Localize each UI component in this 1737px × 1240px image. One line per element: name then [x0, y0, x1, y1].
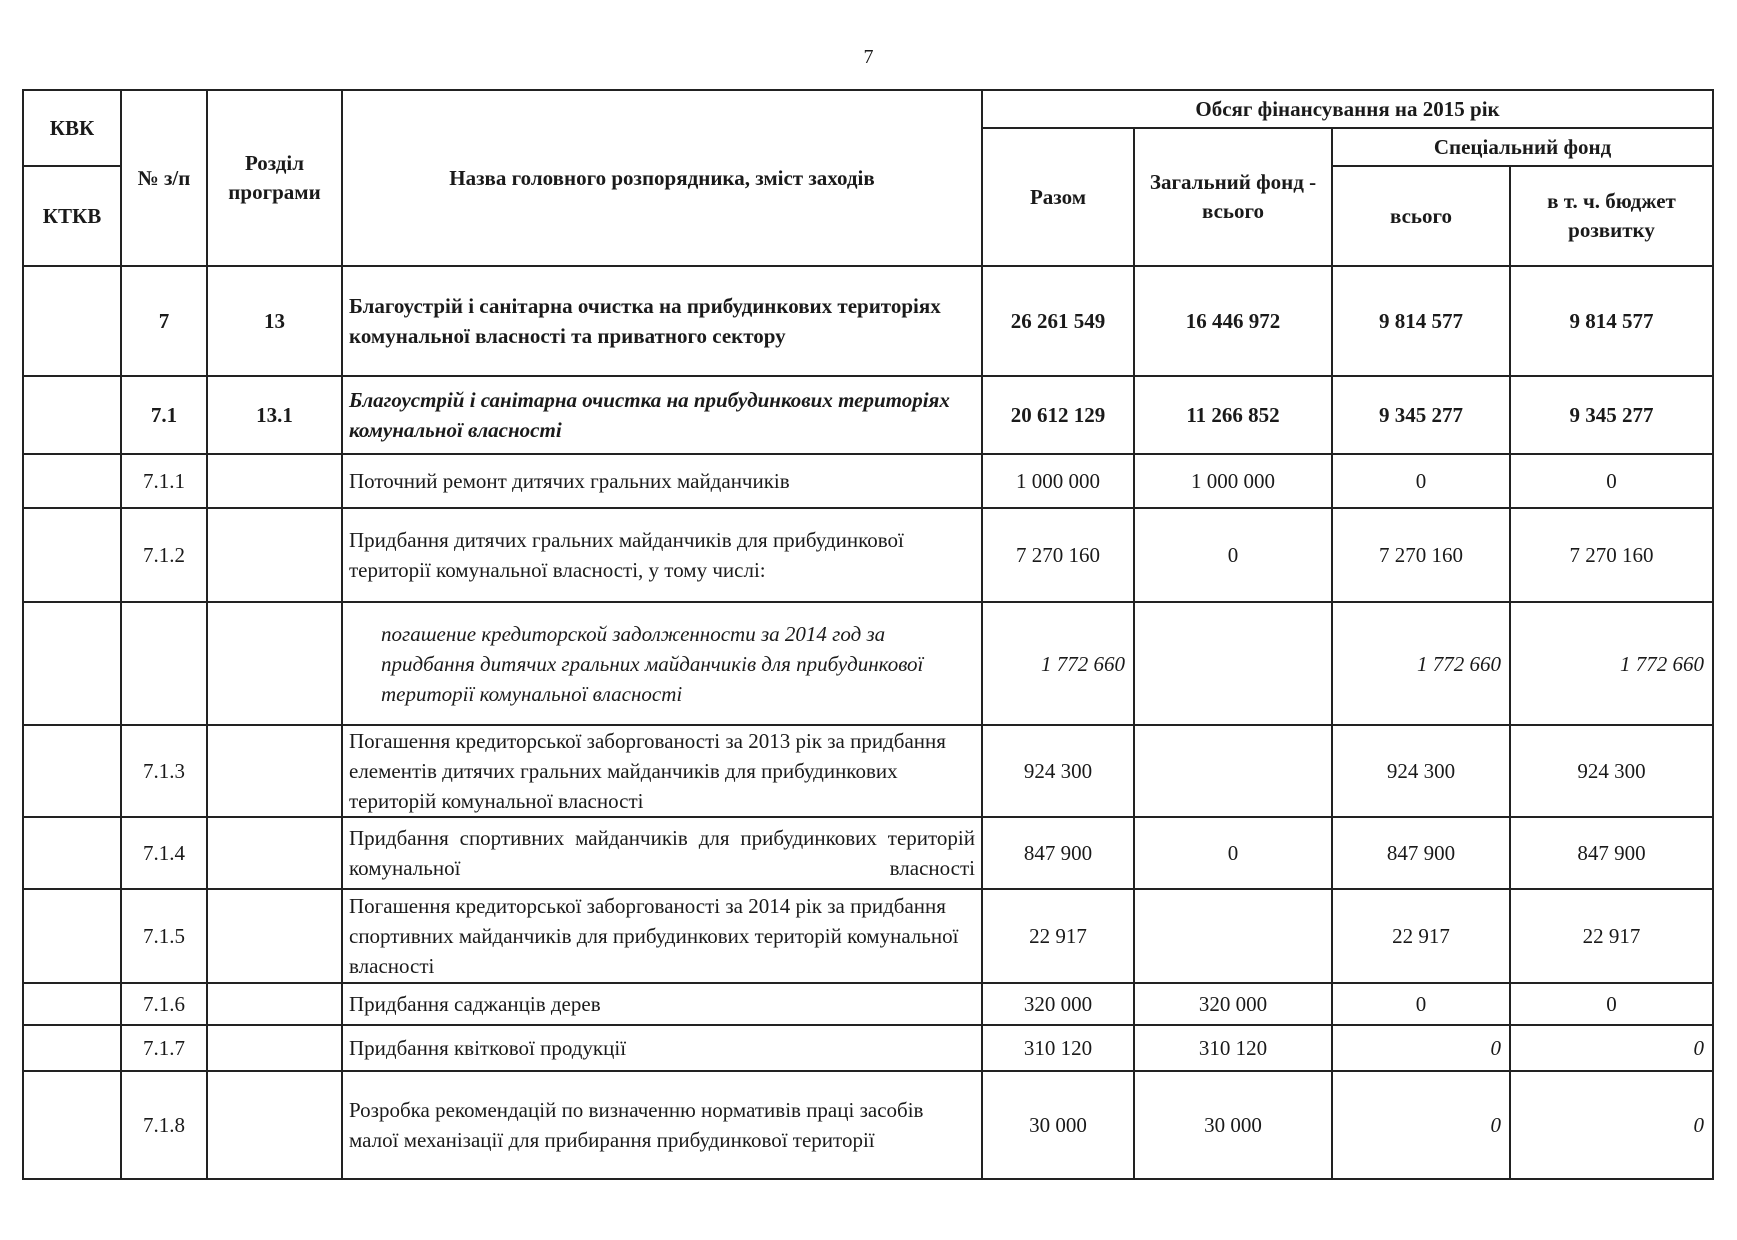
- kvk-cell: [23, 602, 121, 725]
- row-total: 7 270 160: [982, 508, 1134, 602]
- row-special: 9 814 577: [1332, 266, 1510, 376]
- kvk-cell: [23, 817, 121, 889]
- financing-table: [22, 89, 1714, 1180]
- row-general: 30 000: [1134, 1071, 1332, 1179]
- row-special: 847 900: [1332, 817, 1510, 889]
- header-num: № з/п: [121, 90, 207, 266]
- header-special-all: всього: [1332, 166, 1510, 266]
- row-dev: 9 814 577: [1510, 266, 1713, 376]
- row-special: 1 772 660: [1332, 602, 1510, 725]
- row-general: [1134, 602, 1332, 725]
- row-general: 16 446 972: [1134, 266, 1332, 376]
- row-special: 22 917: [1332, 889, 1510, 983]
- row-num: 7.1.6: [121, 983, 207, 1025]
- row-num: 7.1.3: [121, 725, 207, 817]
- table-row: [23, 983, 1713, 1025]
- row-name: Благоустрій і санітарна очистка на прибудинкових територіях комунальної власності: [342, 376, 982, 454]
- row-section: [207, 725, 342, 817]
- row-name: Погашення кредиторської заборгованості за 2013 рік за придбання елементів дитячих гральних майданчиків для прибудинкових територій комунальної власності: [342, 725, 982, 817]
- table-row: [23, 725, 1713, 817]
- kvk-cell: [23, 376, 121, 454]
- header-kvk: КВК: [23, 90, 121, 166]
- row-total: 1 772 660: [982, 602, 1134, 725]
- row-general: 11 266 852: [1134, 376, 1332, 454]
- kvk-cell: [23, 1071, 121, 1179]
- row-section: 13.1: [207, 376, 342, 454]
- row-total: 26 261 549: [982, 266, 1134, 376]
- row-special: 0: [1332, 1025, 1510, 1071]
- kvk-cell: [23, 454, 121, 508]
- header-special-dev: в т. ч. бюджет розвитку: [1510, 166, 1713, 266]
- row-name: Придбання квіткової продукції: [342, 1025, 982, 1071]
- row-dev: 0: [1510, 1025, 1713, 1071]
- row-total: 20 612 129: [982, 376, 1134, 454]
- row-dev: 22 917: [1510, 889, 1713, 983]
- row-name: погашение кредиторской задолженности за 2014 год за придбання дитячих гральних майданчиків для прибудинкової території комунальної власності: [342, 602, 982, 725]
- row-num: 7.1.1: [121, 454, 207, 508]
- row-name: Поточний ремонт дитячих гральних майданчиків: [342, 454, 982, 508]
- row-special: 924 300: [1332, 725, 1510, 817]
- header-volume: Обсяг фінансування на 2015 рік: [982, 90, 1713, 128]
- row-general: 320 000: [1134, 983, 1332, 1025]
- row-num: 7: [121, 266, 207, 376]
- row-general: [1134, 725, 1332, 817]
- row-dev: 0: [1510, 1071, 1713, 1179]
- row-section: [207, 1025, 342, 1071]
- row-section: [207, 817, 342, 889]
- page-number: 7: [863, 46, 874, 68]
- row-general: 310 120: [1134, 1025, 1332, 1071]
- row-total: 847 900: [982, 817, 1134, 889]
- kvk-cell: [23, 508, 121, 602]
- row-name: Погашення кредиторської заборгованості за 2014 рік за придбання спортивних майданчиків для прибудинкових територій комунальної власності: [342, 889, 982, 983]
- row-section: [207, 454, 342, 508]
- table-row: [23, 376, 1713, 454]
- kvk-cell: [23, 1025, 121, 1071]
- row-num: [121, 602, 207, 725]
- row-general: [1134, 889, 1332, 983]
- kvk-cell: [23, 725, 121, 817]
- row-general: 1 000 000: [1134, 454, 1332, 508]
- header-general: Загальний фонд - всього: [1134, 128, 1332, 266]
- table-row: [23, 817, 1713, 889]
- table-row: [23, 508, 1713, 602]
- header-section: Розділ програми: [207, 90, 342, 266]
- table-row: [23, 1071, 1713, 1179]
- table-row: [23, 454, 1713, 508]
- row-total: 1 000 000: [982, 454, 1134, 508]
- row-special: 0: [1332, 454, 1510, 508]
- row-special: 7 270 160: [1332, 508, 1510, 602]
- row-total: 924 300: [982, 725, 1134, 817]
- header-special: Спеціальний фонд: [1332, 128, 1713, 166]
- table-row: [23, 266, 1713, 376]
- row-section: [207, 602, 342, 725]
- row-name: Придбання саджанців дерев: [342, 983, 982, 1025]
- row-dev: 0: [1510, 454, 1713, 508]
- row-total: 310 120: [982, 1025, 1134, 1071]
- row-total: 320 000: [982, 983, 1134, 1025]
- row-section: [207, 983, 342, 1025]
- row-dev: 847 900: [1510, 817, 1713, 889]
- row-general: 0: [1134, 508, 1332, 602]
- row-name: Благоустрій і санітарна очистка на прибудинкових територіях комунальної власності та приватного сектору: [342, 266, 982, 376]
- header-total: Разом: [982, 128, 1134, 266]
- row-name: Придбання спортивних майданчиків для прибудинкових територій комунальної власності: [342, 817, 982, 889]
- table-row: [23, 889, 1713, 983]
- row-section: [207, 1071, 342, 1179]
- kvk-cell: [23, 983, 121, 1025]
- row-num: 7.1.2: [121, 508, 207, 602]
- row-dev: 924 300: [1510, 725, 1713, 817]
- header-ktkv: КТКВ: [23, 166, 121, 266]
- row-name: Розробка рекомендацій по визначенню нормативів праці засобів малої механізації для прибирання прибудинкової території: [342, 1071, 982, 1179]
- row-num: 7.1.7: [121, 1025, 207, 1071]
- row-special: 0: [1332, 1071, 1510, 1179]
- row-dev: 0: [1510, 983, 1713, 1025]
- row-section: [207, 508, 342, 602]
- row-total: 22 917: [982, 889, 1134, 983]
- row-special: 9 345 277: [1332, 376, 1510, 454]
- row-special: 0: [1332, 983, 1510, 1025]
- row-name: Придбання дитячих гральних майданчиків для прибудинкової території комунальної власності, у тому числі:: [342, 508, 982, 602]
- row-dev: 9 345 277: [1510, 376, 1713, 454]
- row-num: 7.1.4: [121, 817, 207, 889]
- row-general: 0: [1134, 817, 1332, 889]
- row-section: [207, 889, 342, 983]
- row-total: 30 000: [982, 1071, 1134, 1179]
- table-row: [23, 602, 1713, 725]
- row-dev: 1 772 660: [1510, 602, 1713, 725]
- kvk-cell: [23, 889, 121, 983]
- row-num: 7.1.8: [121, 1071, 207, 1179]
- row-section: 13: [207, 266, 342, 376]
- header-name: Назва головного розпорядника, зміст заходів: [342, 90, 982, 266]
- row-num: 7.1: [121, 376, 207, 454]
- kvk-cell: [23, 266, 121, 376]
- table-row: [23, 1025, 1713, 1071]
- row-dev: 7 270 160: [1510, 508, 1713, 602]
- row-num: 7.1.5: [121, 889, 207, 983]
